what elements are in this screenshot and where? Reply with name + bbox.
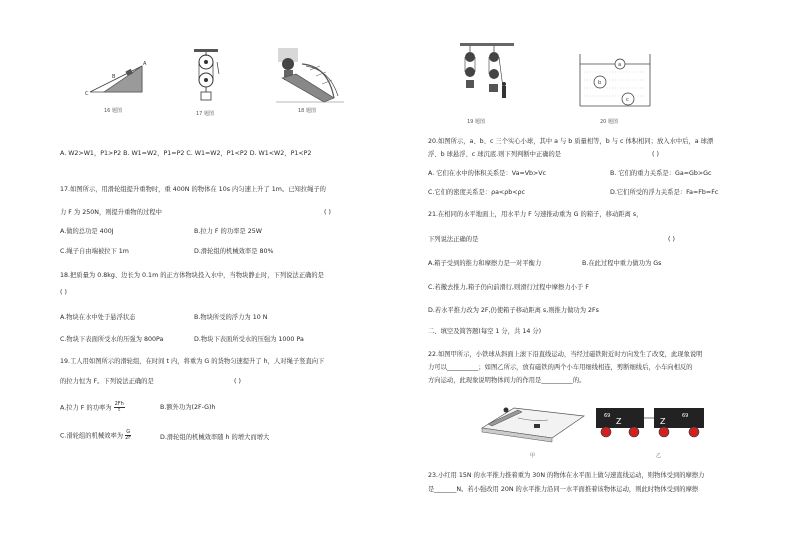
figure-20-beaker [578,52,652,108]
q19-line2: 的拉力恒为 F。下列说法正确的是 [60,378,154,385]
section-2-heading: 二、填空及简答题(每空 1 分，共 14 分) [428,328,542,335]
q18-paren: ( ) [60,289,67,296]
fig18-caption: 18 题图 [298,108,316,114]
fig16-label-b: B [112,74,116,80]
q22-line3: 方向运动，此现象说明物体间力的作用是__________的。 [428,377,586,384]
q17-line1: 17.如图所示，用滑轮组提升重物时，重 400N 的物体在 10s 内匀速上升了 1m。已知拉绳子的 [60,186,326,193]
fig16-caption: 16 题图 [104,108,122,114]
q19-option-d: D.滑轮组的机械效率随 h 的增大而增大 [160,434,270,441]
q19-option-a [60,402,125,413]
q20-option-a: A. 它们在水中的体积关系是：Va=Vb>Vc [428,170,547,177]
q19-c-denominator: 2F [125,435,132,441]
q17-option-b: B.拉力 F 的功率是 25W [194,228,262,235]
fig20-label-c: c [626,97,629,103]
fig20-label-a: a [618,62,622,68]
q21-paren: ( ) [668,236,675,243]
q19-paren: ( ) [234,378,241,385]
fig20-caption: 20 题图 [600,119,618,125]
fig19-caption: 19 题图 [467,119,485,125]
figure-22-jia [478,398,588,448]
q18-option-d: D.物块下表面所受水的压强为 1000 Pa [194,336,304,343]
q19-option-a-text: A.拉力 F 的功率为 [60,404,112,412]
q17-option-a: A.做的总功是 400J [60,228,114,235]
q21-line2: 下列说法正确的是 [428,236,479,243]
q19-option-a-fraction [114,402,125,413]
q17-paren: ( ) [324,209,331,216]
figure-19-pulleys [458,42,516,102]
q21-option-b: B.在此过程中重力做功为 Gs [582,260,662,267]
q23-line2: 是_______N。若小强改用 20N 的水平推力沿同一水平面推着该物体运动，则此时物体受到的摩擦 [428,486,699,493]
q19-option-c-fraction [125,430,131,441]
q19-option-c [60,430,131,441]
svg-text:Z: Z [660,417,666,426]
svg-text:69: 69 [682,413,689,419]
q19-a-denominator: t [118,407,121,413]
q22-line1: 22.如图甲所示，小铁球从斜面上滚下沿直线运动，当经过磁铁附近时方向发生了改变，此现象说明 [428,351,703,358]
figure-22-yi [592,400,712,442]
q18-option-c: C.物块下表面所受水的压强为 800Pa [60,336,164,343]
q17-line2: 力 F 为 250N，则提升重物的过程中 [60,209,162,216]
q18-option-a: A.物块在水中处于悬浮状态 [60,314,136,321]
q19-option-b: B.额外功为(2F-G)h [160,404,216,411]
svg-text:69: 69 [604,413,611,419]
svg-text:Z: Z [616,417,622,426]
q18-line1: 18.把质量为 0.8kg、边长为 0.1m 的正方体物块投入水中，当物块静止时，下列说法正确的是 [60,272,324,279]
q17-option-c: C.绳子自由端被拉下 1m [60,248,129,255]
q21-option-d: D.若水平推力改为 2F,仍使箱子移动距离 s,则推力做功为 2Fs [428,307,599,314]
fig16-label-a: A [143,61,147,67]
q21-line1: 21.在相同的水平地面上，用水平力 F 匀速推动重为 G 的箱子，移动距离 s， [428,211,643,218]
q21-option-c: C.若撤去推力,箱子仍向前滑行,则滑行过程中摩擦力小于 F [428,284,589,291]
q16-options: A. W2>W1，P1>P2 B. W1=W2，P1=P2 C. W1=W2，P1<P2 D. W1<W2，P1<P2 [60,150,312,157]
q19-a-numerator: 2Fh [114,401,124,407]
fig16-label-c: C [85,91,89,97]
fig22-caption-yi: 乙 [656,453,662,459]
q20-line2: 浮、b 球悬浮、c 球沉底.则下列判断中正确的是 [428,151,562,158]
q19-c-numerator: G [126,429,131,435]
fig17-caption: 17 题图 [196,111,214,117]
q20-option-b: B. 它们的重力关系是：Ga=Gb>Gc [610,170,712,177]
fig20-label-b: b [598,80,602,86]
q20-option-d: D.它们所受的浮力关系是：Fa=Fb=Fc [610,189,719,196]
q19-option-c-text: C.滑轮组的机械效率为 [60,432,124,440]
q23-line1: 23.小红用 15N 的水平推力推着重为 30N 的物体在水平面上做匀速直线运动，则物体受到的摩擦力 [428,472,705,479]
q20-paren: ( ) [652,151,659,158]
q22-line2: 力可以__________；如图乙所示，放有磁铁的两个小车用细线相连，剪断细线后，小车向相反的 [428,364,693,371]
fig22-caption-jia: 甲 [530,453,536,459]
q20-line1: 20.如图所示，a、b、c 三个实心小球，其中 a 与 b 质量相等，b 与 c 体积相同；放入水中后，a 球漂 [428,138,714,145]
figure-16-incline [82,58,152,98]
q20-option-c: C.它们的密度关系是：ρa<ρb<ρc [428,189,525,196]
q17-option-d: D.滑轮组的机械效率是 80% [194,248,274,255]
q19-line1: 19.工人用如图所示的滑轮组，在时间 t 内，将重为 G 的货物匀速提升了 h，人对绳子竖直向下 [60,358,325,365]
figure-17-pulley [190,48,222,106]
q18-option-b: B.物块所受的浮力为 10 N [194,314,268,321]
figure-18-slide [272,44,348,106]
q21-option-a: A.箱子受到的推力和摩擦力是一对平衡力 [428,260,542,267]
